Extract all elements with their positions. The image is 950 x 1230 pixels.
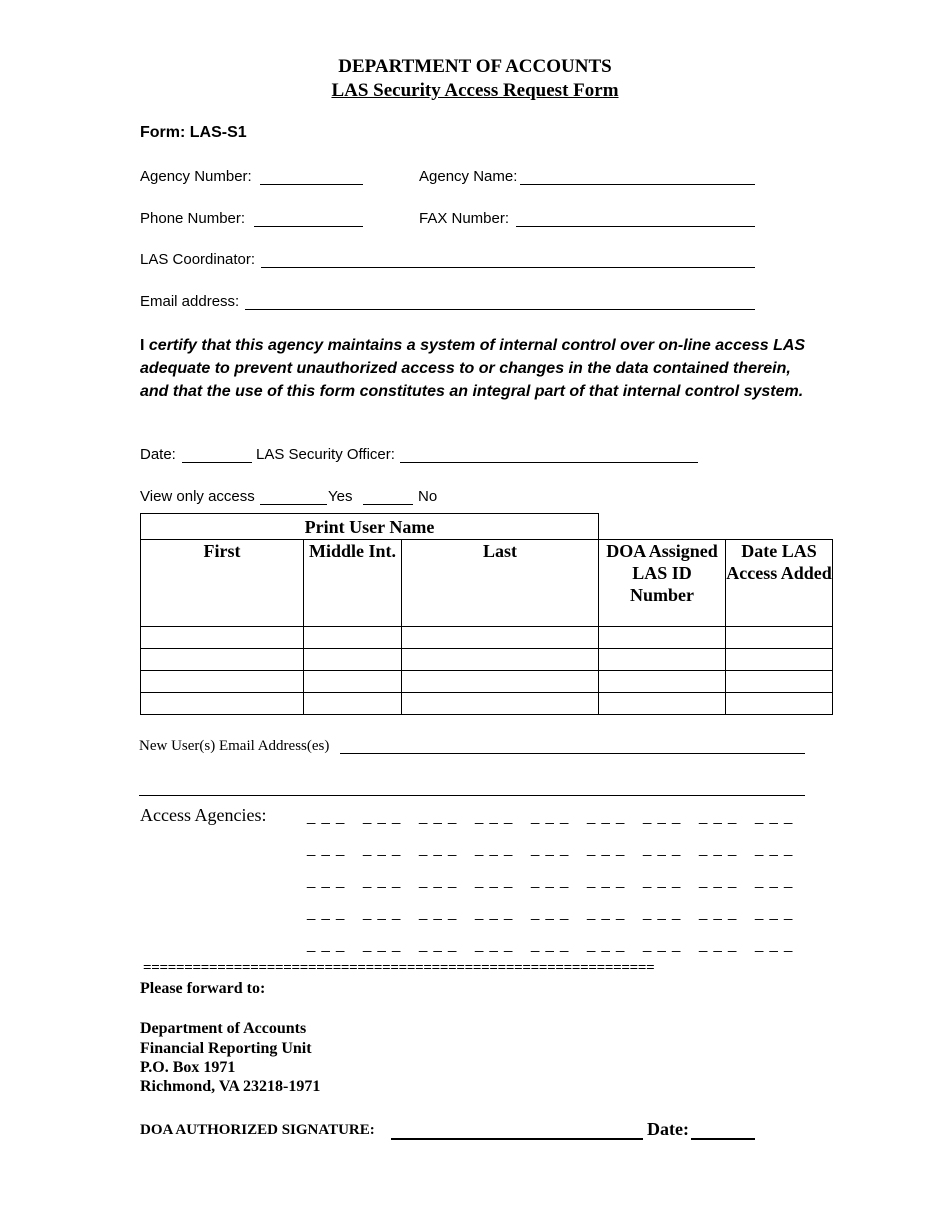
forward-address-line: Richmond, VA 23218-1971 (140, 1078, 321, 1095)
certification-statement (140, 334, 820, 403)
table-row (141, 671, 833, 693)
form-id: Form: LAS-S1 (140, 124, 247, 141)
las-id-cell[interactable] (599, 627, 726, 649)
first-cell[interactable] (141, 649, 304, 671)
fax-number-label: FAX Number: (419, 210, 510, 227)
middle-cell[interactable] (304, 649, 402, 671)
separator-line: ============================================================== (143, 960, 655, 976)
view-access-yes-field[interactable] (260, 504, 327, 505)
new-user-email-label: New User(s) Email Address(es) (139, 738, 330, 754)
print-user-name-header: Print User Name (141, 514, 599, 540)
date-added-cell[interactable] (726, 649, 833, 671)
fax-number-field[interactable] (516, 226, 755, 227)
first-cell[interactable] (141, 693, 304, 715)
authorized-signature-label: DOA AUTHORIZED SIGNATURE: (140, 1122, 375, 1138)
view-access-no-label: No (418, 488, 438, 505)
column-header-last: Last (402, 540, 599, 627)
forward-heading: Please forward to: (140, 980, 266, 997)
forward-address-line: P.O. Box 1971 (140, 1059, 236, 1076)
forward-address-line: Financial Reporting Unit (140, 1040, 312, 1057)
date-label: Date: (140, 446, 176, 463)
new-user-email-field[interactable] (340, 753, 805, 754)
last-cell[interactable] (402, 693, 599, 715)
certification-text: certify that this agency maintains a system of internal control over on-line access LAS adequate to prevent unauthorized access to or changes in the data contained therein, and that the use of this form constitutes an integral part of that internal control system. (140, 337, 806, 400)
las-coordinator-field[interactable] (261, 267, 755, 268)
las-id-cell[interactable] (599, 649, 726, 671)
view-access-no-field[interactable] (363, 504, 413, 505)
email-address-label: Email address: (140, 293, 240, 310)
column-header-las-id: DOA Assigned LAS ID Number (599, 540, 726, 627)
table-row (141, 649, 833, 671)
first-cell[interactable] (141, 627, 304, 649)
agency-number-field[interactable] (260, 184, 363, 185)
column-header-middle: Middle Int. (304, 540, 402, 627)
column-header-first: First (141, 540, 304, 627)
table-row (141, 627, 833, 649)
first-cell[interactable] (141, 671, 304, 693)
las-id-cell[interactable] (599, 671, 726, 693)
authorized-date-field[interactable] (691, 1138, 755, 1140)
email-address-field[interactable] (245, 309, 755, 310)
phone-number-label: Phone Number: (140, 210, 246, 227)
agency-name-label: Agency Name: (419, 168, 518, 185)
last-cell[interactable] (402, 671, 599, 693)
user-name-table (140, 513, 833, 715)
department-title: DEPARTMENT OF ACCOUNTS (338, 56, 612, 77)
access-agencies-row[interactable]: _ _ _ _ _ _ _ _ _ _ _ _ _ _ _ _ _ _ _ _ _ _ _ _ _ _ _ (307, 840, 794, 857)
security-officer-label: LAS Security Officer: (256, 446, 395, 463)
phone-number-field[interactable] (254, 226, 363, 227)
date-added-cell[interactable] (726, 693, 833, 715)
las-coordinator-label: LAS Coordinator: (140, 251, 256, 268)
middle-cell[interactable] (304, 671, 402, 693)
access-agencies-row[interactable]: _ _ _ _ _ _ _ _ _ _ _ _ _ _ _ _ _ _ _ _ _ _ _ _ _ _ _ (307, 904, 794, 921)
date-field[interactable] (182, 462, 252, 463)
middle-cell[interactable] (304, 627, 402, 649)
column-header-date-added: Date LAS Access Added (726, 540, 833, 627)
form-title: LAS Security Access Request Form (331, 80, 619, 101)
security-officer-field[interactable] (400, 462, 698, 463)
middle-cell[interactable] (304, 693, 402, 715)
date-added-cell[interactable] (726, 627, 833, 649)
last-cell[interactable] (402, 649, 599, 671)
table-row (141, 693, 833, 715)
access-agencies-label: Access Agencies: (140, 805, 267, 825)
access-agencies-row[interactable]: _ _ _ _ _ _ _ _ _ _ _ _ _ _ _ _ _ _ _ _ _ _ _ _ _ _ _ (307, 808, 794, 825)
date-added-cell[interactable] (726, 671, 833, 693)
view-only-access-label: View only access (140, 488, 255, 505)
access-agencies-row[interactable]: _ _ _ _ _ _ _ _ _ _ _ _ _ _ _ _ _ _ _ _ _ _ _ _ _ _ _ (307, 936, 794, 953)
view-access-yes-label: Yes (328, 488, 353, 505)
access-agencies-row[interactable]: _ _ _ _ _ _ _ _ _ _ _ _ _ _ _ _ _ _ _ _ _ _ _ _ _ _ _ (307, 872, 794, 889)
agency-number-label: Agency Number: (140, 168, 252, 185)
authorized-date-label: Date: (647, 1119, 689, 1139)
forward-address-line: Department of Accounts (140, 1020, 307, 1037)
certification-lead: I (140, 337, 145, 354)
new-user-email-field-2[interactable] (139, 795, 805, 796)
last-cell[interactable] (402, 627, 599, 649)
las-id-cell[interactable] (599, 693, 726, 715)
agency-name-field[interactable] (520, 184, 755, 185)
authorized-signature-field[interactable] (391, 1138, 643, 1140)
